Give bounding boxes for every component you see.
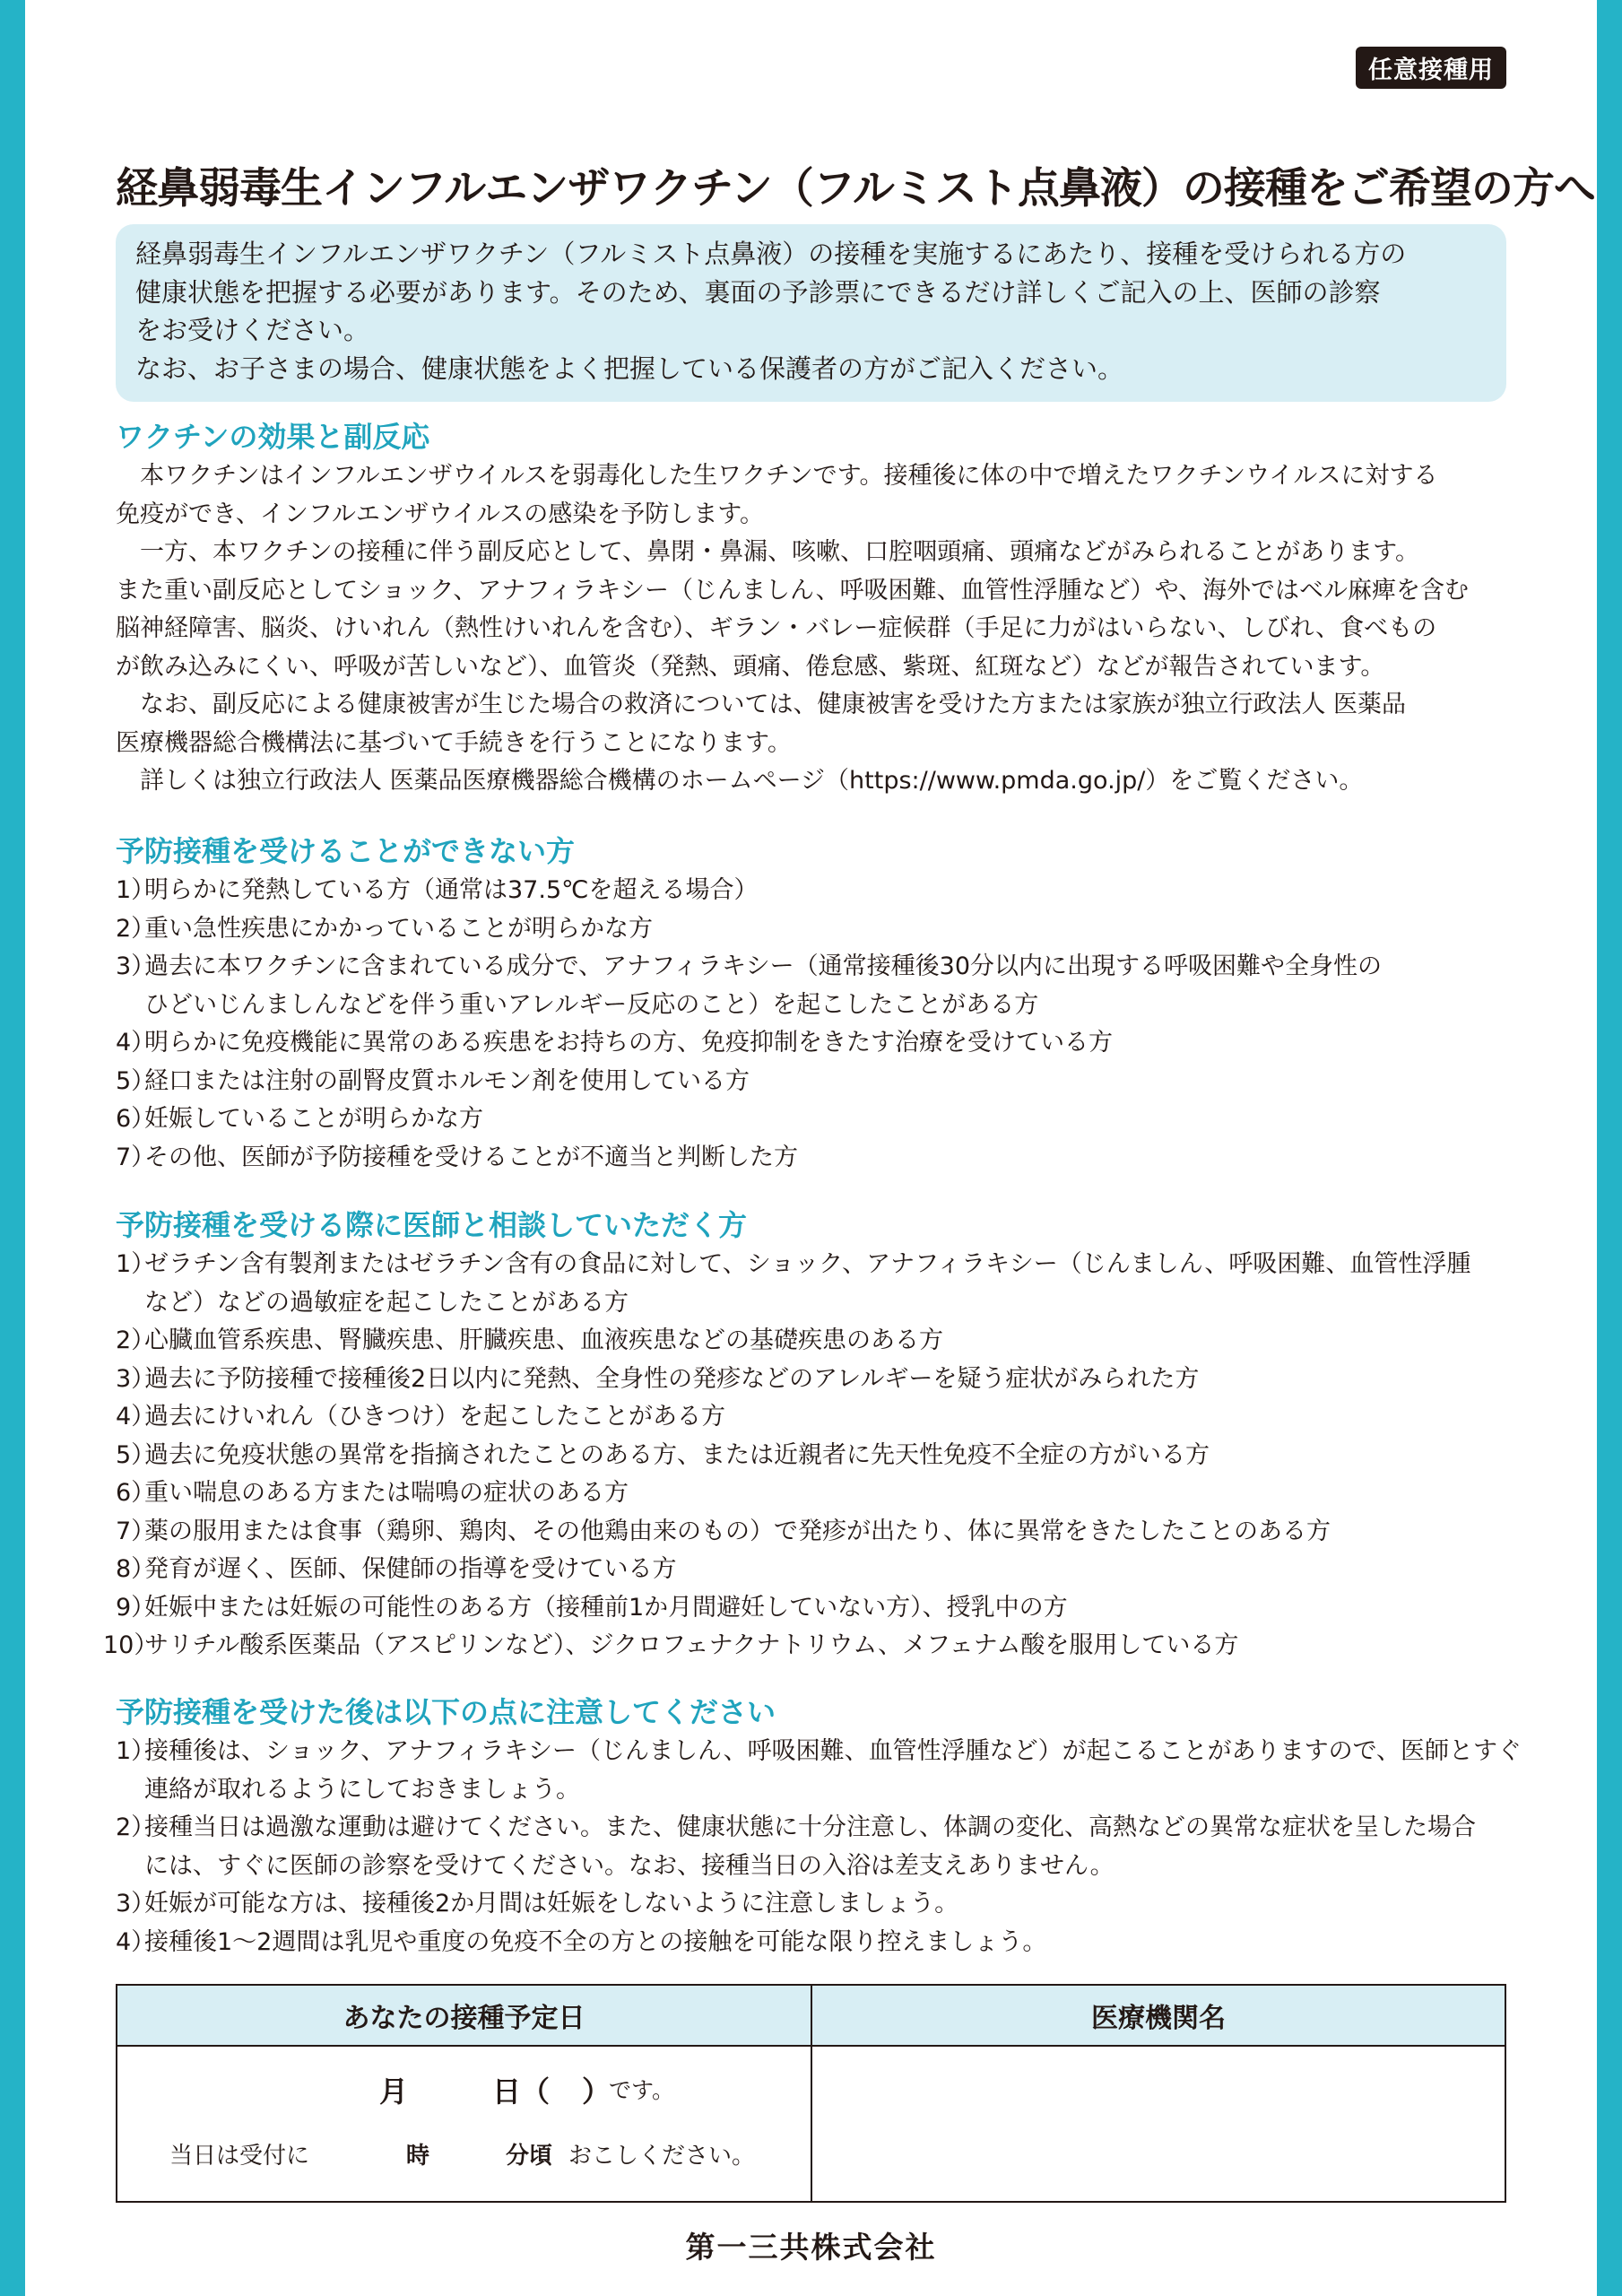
item-number: 4） <box>116 1927 156 1956</box>
page-title: 経鼻弱毒生インフルエンザワクチン（フルミスト点鼻液）の接種をご希望の方へ <box>116 164 1595 213</box>
usage-tag: 任意接種用 <box>1356 47 1506 89</box>
left-accent-bar <box>0 0 25 2296</box>
item-number: 6） <box>116 1479 156 1507</box>
item-text: 重い喘息のある方または喘鳴の症状のある方 <box>144 1479 629 1507</box>
consult-heading: 予防接種を受ける際に医師と相談していただく方 <box>116 1208 748 1242</box>
consult-item <box>116 1513 1506 1552</box>
reception-label: 当日は受付に <box>169 2143 310 2170</box>
after-list <box>116 1733 1522 1961</box>
effects-line: また重い副反応としてショック、アナフィラキシー（じんましん、呼吸困難、血管性浮腫など）や、海外ではベル麻痺を含む <box>116 576 1470 604</box>
item-text: サリチル酸系医薬品（アスピリンなど）、ジクロフェナクナトリウム、メフェナム酸を服用している方 <box>144 1631 1239 1659</box>
effects-line: 免疫ができ、インフルエンザウイルスの感染を予防します。 <box>116 500 765 528</box>
item-number: 4） <box>116 1403 156 1431</box>
intro-box <box>116 224 1506 402</box>
item-text: 薬の服用または食事（鶏卵、鶏肉、その他鶏由来のもの）で発疹が出たり、体に異常をきたしたことのある方 <box>144 1517 1331 1545</box>
item-text-cont: ひどいじんましんなどを伴う重いアレルギー反応のこと）を起こしたことがある方 <box>144 990 1039 1019</box>
after-heading: 予防接種を受けた後は以下の点に注意してください <box>116 1695 776 1729</box>
consult-item <box>116 1322 1506 1361</box>
item-text: ゼラチン含有製剤またはゼラチン含有の食品に対して、ショック、アナフィラキシー（じんましん、呼吸困難、血管性浮腫 <box>144 1250 1471 1278</box>
consult-item <box>116 1589 1506 1628</box>
item-text: その他、医師が予防接種を受けることが不適当と判断した方 <box>144 1143 798 1171</box>
cannot-item <box>116 1063 1506 1101</box>
item-number: 8） <box>116 1555 156 1583</box>
item-text: 発育が遅く、医師、保健師の指導を受けている方 <box>144 1555 677 1583</box>
item-number: 2） <box>116 1326 156 1354</box>
item-text: 接種後1〜2週間は乳児や重度の免疫不全の方との接触を可能な限り控えましょう。 <box>144 1927 1047 1956</box>
after-item <box>116 1733 1522 1809</box>
consult-list <box>103 1246 1506 1665</box>
after-section <box>116 1692 1522 1961</box>
item-number: 5） <box>116 1440 156 1469</box>
cannot-item <box>116 1139 1506 1178</box>
paren-close: ） <box>582 2074 612 2109</box>
consult-item <box>103 1627 1506 1665</box>
hour-label: 時 <box>406 2143 430 2170</box>
item-text: 接種後は、ショック、アナフィラキシー（じんましん、呼吸困難、血管性浮腫など）が起こることがありますので、医師とすぐ <box>144 1737 1522 1765</box>
consult-item <box>116 1398 1506 1437</box>
item-text-cont: 連絡が取れるようにしておきましょう。 <box>144 1775 580 1804</box>
please-come-label: おこしください。 <box>568 2143 756 2170</box>
item-number: 9） <box>116 1593 156 1622</box>
effects-line: 一方、本ワクチンの接種に伴う副反応として、鼻閉・鼻漏、咳嗽、口腔咽頭痛、頭痛などがみられることがあります。 <box>140 538 1419 566</box>
cannot-item <box>116 1100 1506 1139</box>
item-text: 重い急性疾患にかかっていることが明らかな方 <box>144 914 653 943</box>
consult-item <box>116 1437 1506 1475</box>
item-number: 2） <box>116 914 156 943</box>
item-text-cont: には、すぐに医師の診察を受けてください。なお、接種当日の入浴は差支えありません。 <box>144 1851 1115 1880</box>
item-text: 妊娠が可能な方は、接種後2か月間は妊娠をしないように注意しましょう。 <box>144 1890 959 1918</box>
item-number: 7） <box>116 1143 156 1171</box>
cannot-heading: 予防接種を受けることができない方 <box>116 834 576 868</box>
cannot-list <box>116 872 1506 1177</box>
item-text: 接種当日は過激な運動は避けてください。また、健康状態に十分注意し、体調の変化、高熱などの異常な症状を呈した場合 <box>144 1813 1476 1841</box>
item-text: 妊娠中または妊娠の可能性のある方（接種前1か月間避妊していない方）、授乳中の方 <box>144 1593 1068 1622</box>
day-label: 日（ <box>492 2074 551 2109</box>
effects-heading: ワクチンの効果と副反応 <box>116 420 430 454</box>
month-label: 月 <box>379 2074 409 2109</box>
item-text: 過去にけいれん（ひきつけ）を起こしたことがある方 <box>144 1403 725 1431</box>
item-number: 1） <box>116 1250 156 1278</box>
effects-section <box>116 416 1506 801</box>
effects-line: 医療機器総合機構法に基づいて手続きを行うことになります。 <box>116 728 792 757</box>
item-number: 10） <box>103 1631 159 1659</box>
effects-line: が飲み込みにくい、呼吸が苦しいなど）、血管炎（発熱、頭痛、倦怠感、紫斑、紅斑など）などが報告されています。 <box>116 652 1385 681</box>
item-number: 4） <box>116 1029 156 1057</box>
item-text: 過去に本ワクチンに含まれている成分で、アナフィラキシー（通常接種後30分以内に出現する呼吸困難や全身性の <box>144 952 1383 980</box>
intro-line: なお、お子さまの場合、健康状態をよく把握している保護者の方がご記入ください。 <box>135 352 1124 384</box>
consult-item <box>116 1361 1506 1399</box>
consult-section <box>103 1205 1506 1665</box>
item-number: 3） <box>116 1364 156 1393</box>
intro-line: 健康状態を把握する必要があります。そのため、裏面の予診票にできるだけ詳しくご記入の上、医師の診察 <box>135 276 1381 308</box>
cannot-item <box>116 948 1506 1024</box>
cannot-item <box>116 910 1506 949</box>
intro-line: をお受けください。 <box>135 315 370 345</box>
after-item <box>116 1809 1506 1885</box>
item-text: 過去に免疫状態の異常を指摘されたことのある方、または近親者に先天性免疫不全症の方がいる方 <box>144 1440 1210 1469</box>
schedule-clinic-column <box>812 1986 1505 2201</box>
schedule-table <box>116 1984 1506 2203</box>
effects-line: 脳神経障害、脳炎、けいれん（熱性けいれんを含む）、ギラン・バレー症候群（手足に力がはいらない、しびれ、食べもの <box>116 614 1437 642</box>
after-item <box>116 1924 1506 1962</box>
item-number: 1） <box>116 876 156 904</box>
item-text: 妊娠していることが明らかな方 <box>144 1105 483 1133</box>
item-text: 経口または注射の副腎皮質ホルモン剤を使用している方 <box>144 1066 750 1095</box>
effects-line: 詳しくは独立行政法人 医薬品医療機器総合機構のホームページ（https://www.pmda.go.jp/）をご覧ください。 <box>140 767 1364 795</box>
item-text: 明らかに免疫機能に異常のある疾患をお持ちの方、免疫抑制をきたす治療を受けている方 <box>144 1029 1113 1057</box>
item-number: 2） <box>116 1813 156 1841</box>
schedule-date-column <box>117 1986 812 2201</box>
item-text-cont: など）などの過敏症を起こしたことがある方 <box>144 1288 629 1317</box>
effects-line: なお、副反応による健康被害が生じた場合の救済については、健康被害を受けた方または家族が独立行政法人 医薬品 <box>140 691 1407 718</box>
item-text: 明らかに発熱している方（通常は37.5℃を超える場合） <box>144 876 759 904</box>
schedule-date-header: あなたの接種予定日 <box>117 1986 811 2047</box>
consult-item <box>116 1551 1506 1589</box>
cannot-item <box>116 1024 1506 1063</box>
schedule-clinic-header: 医療機関名 <box>812 1986 1505 2047</box>
consult-item <box>116 1246 1506 1322</box>
after-item <box>116 1885 1506 1924</box>
item-number: 6） <box>116 1105 156 1133</box>
consult-item <box>116 1474 1506 1513</box>
right-accent-bar <box>1597 0 1622 2296</box>
company-name: 第一三共株式会社 <box>685 2230 937 2265</box>
item-number: 7） <box>116 1517 156 1545</box>
cannot-item <box>116 872 1506 910</box>
item-number: 3） <box>116 1890 156 1918</box>
item-number: 1） <box>116 1737 156 1765</box>
desu-label: です。 <box>609 2077 675 2103</box>
cannot-section <box>116 831 1506 1177</box>
item-number: 5） <box>116 1066 156 1095</box>
item-number: 3） <box>116 952 156 980</box>
item-text: 過去に予防接種で接種後2日以内に発熱、全身性の発疹などのアレルギーを疑う症状がみられた方 <box>144 1364 1200 1393</box>
effects-line: 本ワクチンはインフルエンザウイルスを弱毒化した生ワクチンです。接種後に体の中で増えたワクチンウイルスに対する <box>140 462 1438 490</box>
intro-line: 経鼻弱毒生インフルエンザワクチン（フルミスト点鼻液）の接種を実施するにあたり、接種を受けられる方の <box>135 239 1407 269</box>
item-text: 心臓血管系疾患、腎臓疾患、肝臓疾患、血液疾患などの基礎疾患のある方 <box>144 1326 943 1354</box>
minute-label: 分頃 <box>506 2143 553 2170</box>
